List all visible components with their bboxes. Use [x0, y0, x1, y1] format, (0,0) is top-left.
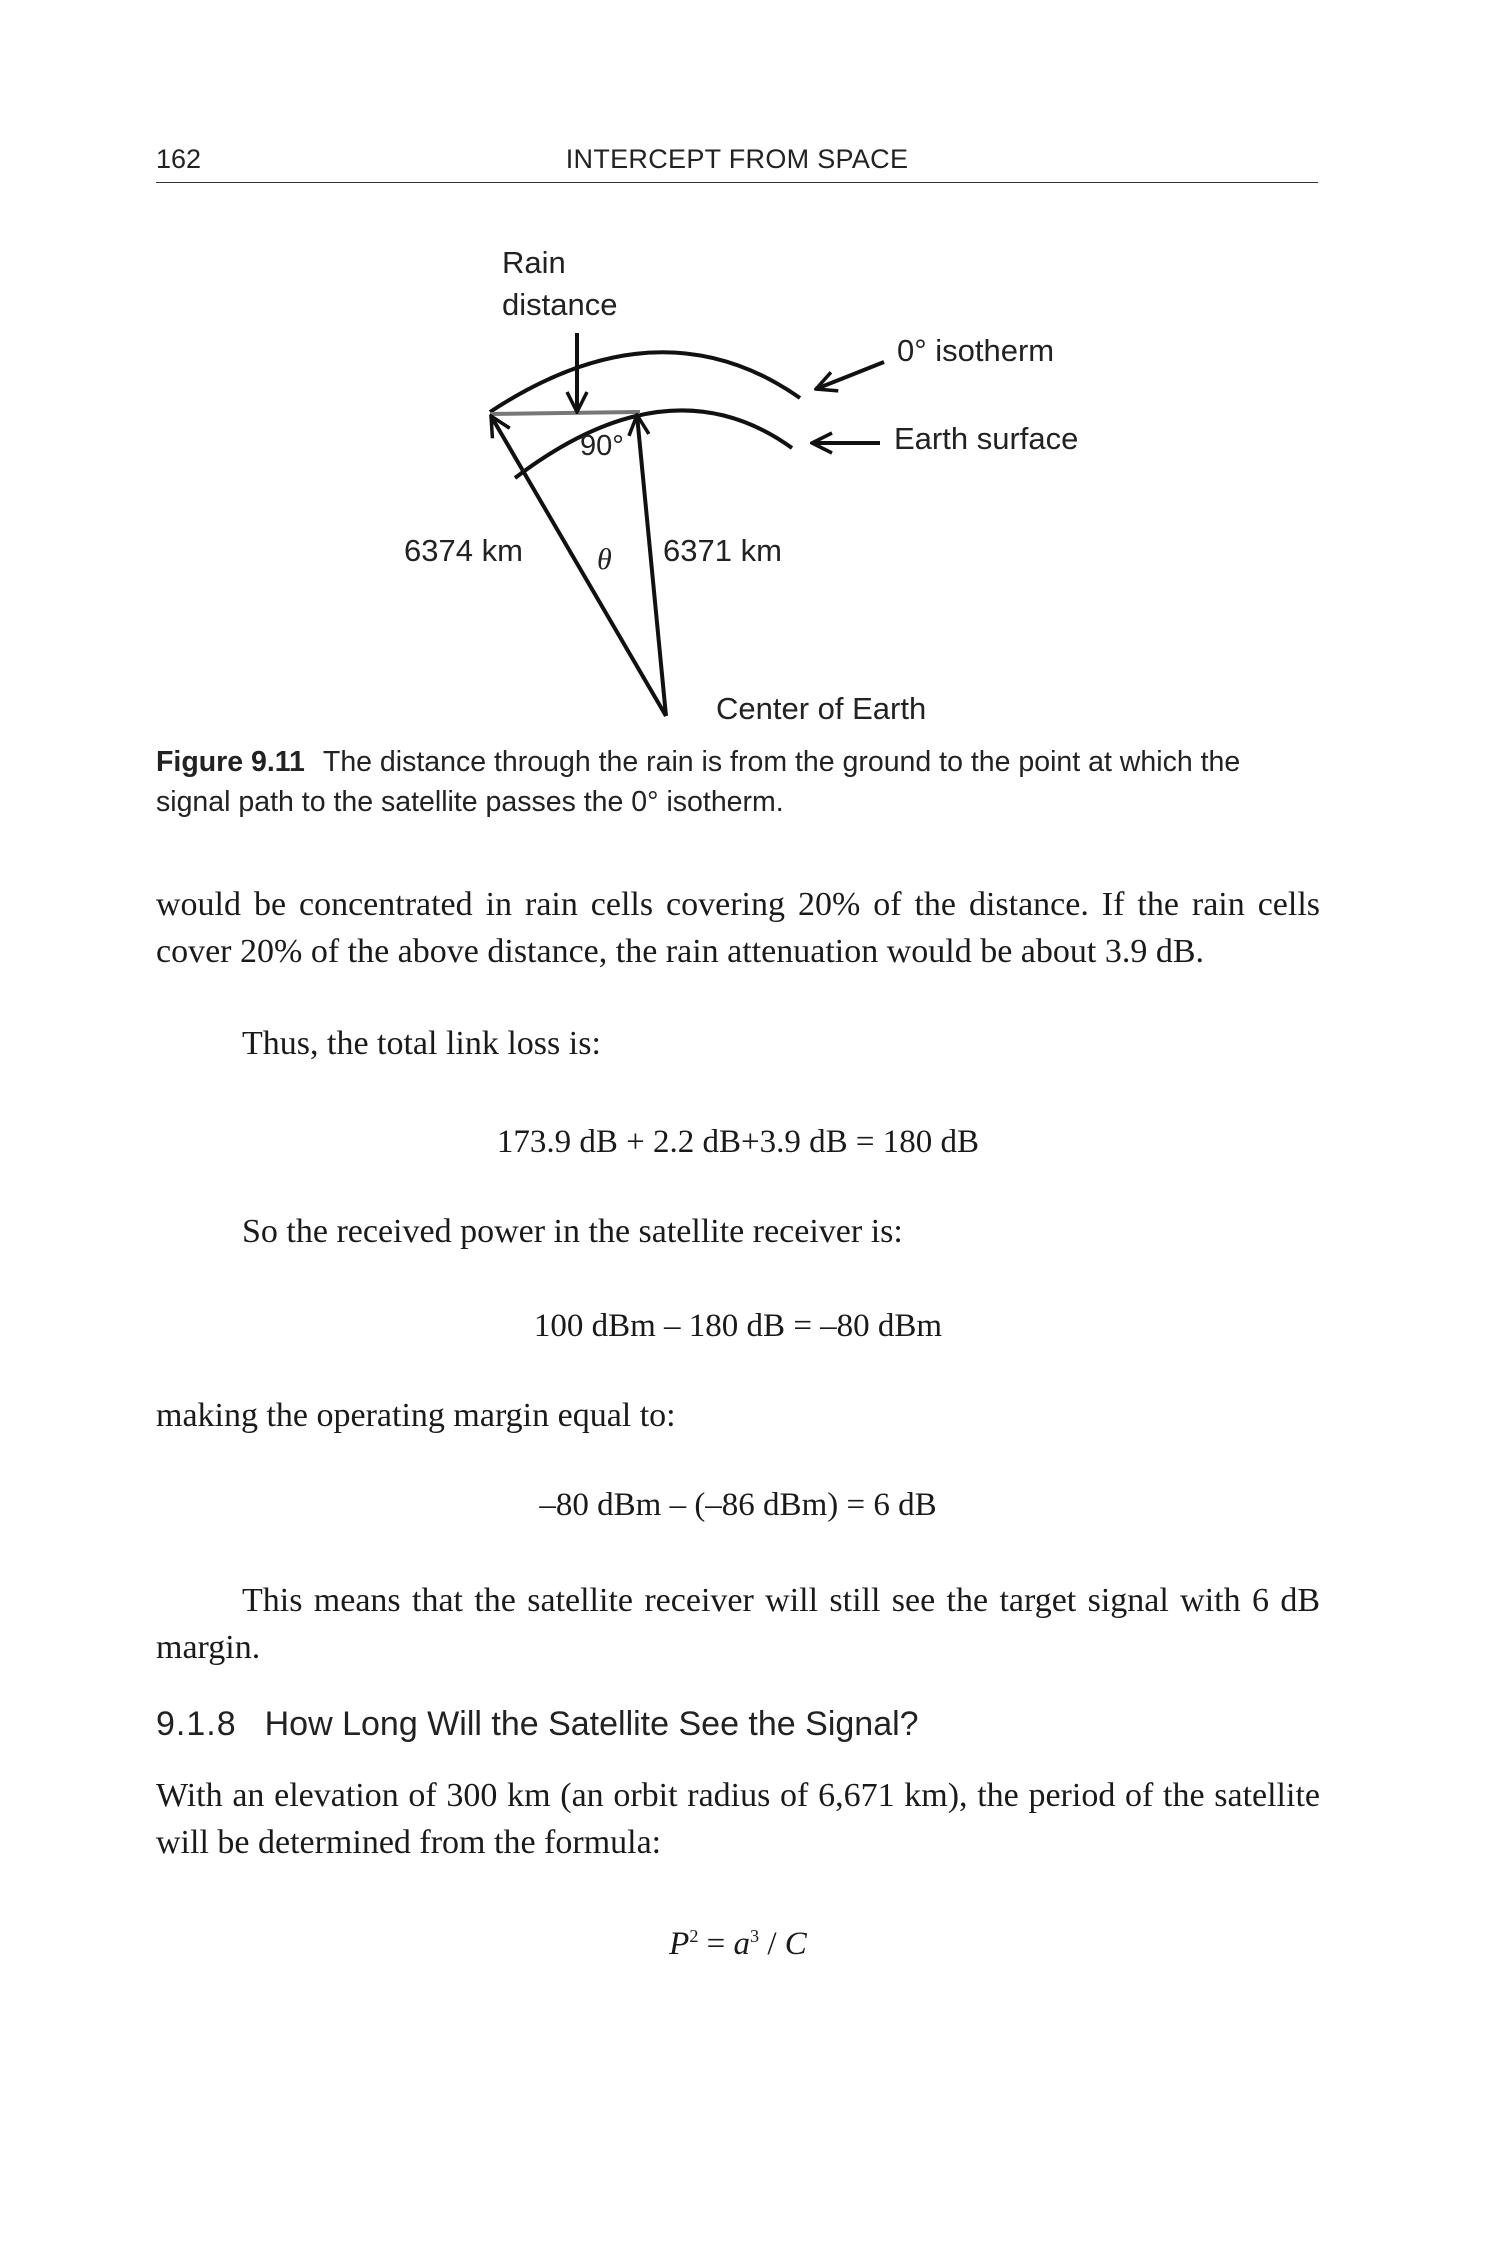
paragraph-total-link-loss: Thus, the total link loss is:	[242, 1025, 601, 1062]
paragraph-rain-cells: would be concentrated in rain cells covering 20% of the distance. If the rain cells cover 20% of the above distance, the rain attenuation would be about 3.9 dB.	[156, 886, 1320, 970]
section-heading	[156, 1705, 919, 1744]
section-title: How Long Will the Satellite See the Signal?	[264, 1705, 919, 1743]
earth-surface-label: Earth surface	[894, 421, 1079, 456]
paragraph-operating-margin: making the operating margin equal to:	[156, 1397, 676, 1434]
exponent-a: 3	[750, 1926, 760, 1946]
isotherm-pointer-arrow	[816, 362, 884, 389]
earth-surface-arc	[515, 410, 792, 478]
paragraph-target-signal: This means that the satellite receiver will still see the target signal with 6 dB margin.	[156, 1582, 1320, 1666]
right-angle-label: 90°	[580, 430, 624, 462]
rain-label-line1: Rain	[502, 245, 566, 280]
rain-distance-chord	[490, 412, 640, 414]
left-radius-label: 6374 km	[404, 533, 523, 568]
figure-caption-text: The distance through the rain is from the ground to the point at which the signal path to the satellite passes the 0° isotherm.	[156, 746, 1241, 818]
symbol-p: P	[669, 1926, 690, 1962]
rain-label-line2: distance	[502, 287, 618, 322]
figure-9-11	[0, 0, 1500, 760]
equation-received-power: 100 dBm – 180 dB = –80 dBm	[533, 1308, 943, 1344]
section-number: 9.1.8	[156, 1705, 237, 1743]
equation-operating-margin: –80 dBm – (–86 dBm) = 6 dB	[539, 1487, 937, 1523]
symbol-c: C	[784, 1926, 807, 1962]
figure-caption	[156, 742, 1320, 822]
exponent-p: 2	[689, 1926, 699, 1946]
symbol-slash: /	[759, 1926, 785, 1962]
figure-caption-label: Figure 9.11	[156, 746, 305, 778]
figure-diagram	[0, 0, 1500, 760]
equation-link-loss: 173.9 dB + 2.2 dB+3.9 dB = 180 dB	[496, 1124, 980, 1160]
equation-kepler	[156, 1926, 1320, 1963]
symbol-a: a	[733, 1926, 751, 1962]
isotherm-arc	[490, 352, 800, 412]
page-number: 162	[156, 144, 202, 174]
theta-label: θ	[597, 543, 612, 576]
isotherm-label: 0° isotherm	[897, 333, 1055, 368]
paragraph-orbit-period: With an elevation of 300 km (an orbit radius of 6,671 km), the period of the satellite will be determined from the formula:	[156, 1777, 1320, 1861]
symbol-equals: =	[698, 1926, 734, 1962]
running-title: INTERCEPT FROM SPACE	[565, 144, 909, 174]
center-of-earth-label: Center of Earth	[716, 691, 927, 726]
paragraph-received-power: So the received power in the satellite receiver is:	[242, 1213, 903, 1250]
right-radius-label: 6371 km	[663, 533, 782, 568]
